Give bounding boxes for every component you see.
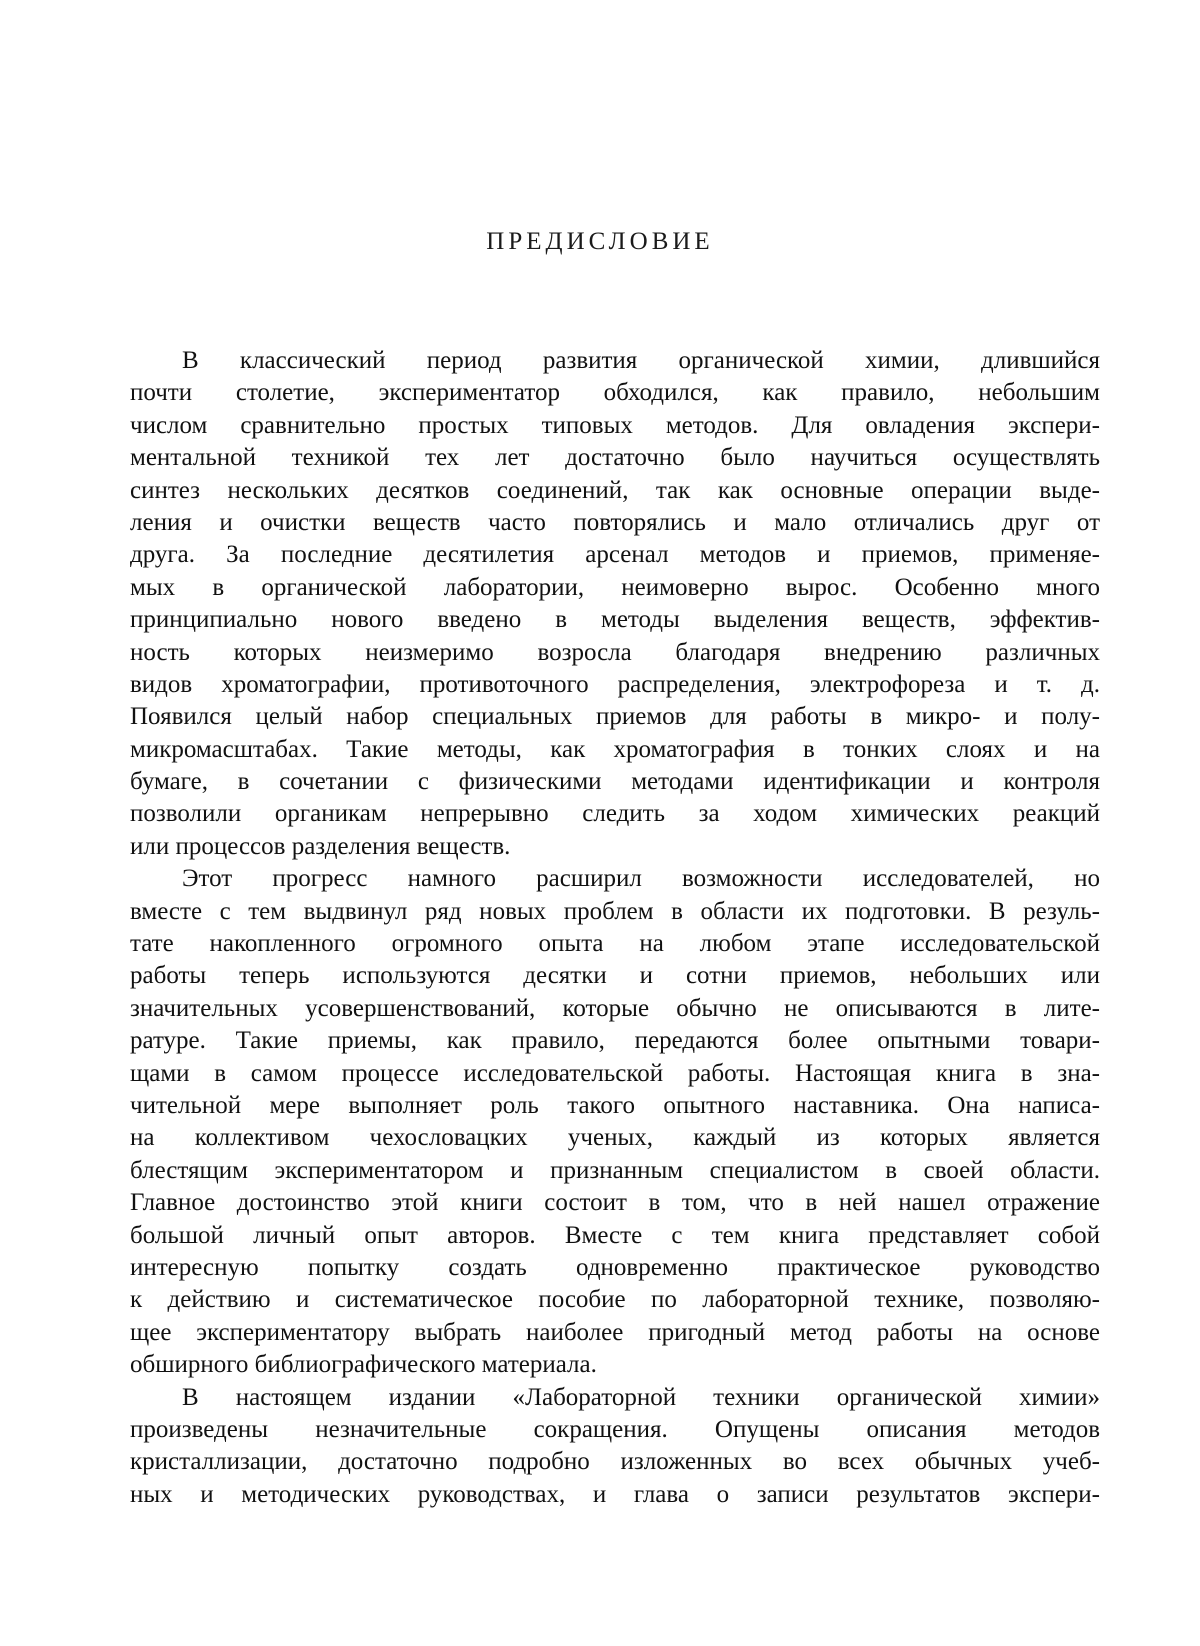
text-line: позволили органикам непрерывно следить за ходом химических реакций <box>130 800 1100 828</box>
paragraph <box>130 345 1100 863</box>
text-line: микромасштабах. Такие методы, как хроматография в тонких слоях и на <box>130 735 1100 763</box>
text-line: ратуре. Такие приемы, как правило, передаются более опытными товари- <box>130 1027 1100 1055</box>
preface-body <box>130 345 1100 1511</box>
text-line: числом сравнительно простых типовых методов. Для овладения экспери- <box>130 411 1100 439</box>
text-line: В классический период развития органической химии, длившийся <box>182 347 1100 374</box>
page-title: ПРЕДИСЛОВИЕ <box>486 228 714 255</box>
text-line: или процессов разделения веществ. <box>130 832 511 860</box>
text-line: произведены незначительные сокращения. Опущены описания методов <box>130 1415 1100 1443</box>
text-line: интересную попытку создать одновременно практическое руководство <box>130 1253 1100 1281</box>
text-line: видов хроматографии, противоточного распределения, электрофореза и т. д. <box>130 670 1100 698</box>
text-line: синтез нескольких десятков соединений, так как основные операции выде- <box>130 476 1100 504</box>
text-line: чительной мере выполняет роль такого опытного наставника. Она написа- <box>130 1091 1100 1119</box>
text-line: щами в самом процессе исследовательской работы. Настоящая книга в зна- <box>130 1059 1100 1087</box>
text-line: щее экспериментатору выбрать наиболее пригодный метод работы на основе <box>130 1318 1100 1346</box>
text-line: почти столетие, экспериментатор обходился, как правило, небольшим <box>130 379 1100 407</box>
paragraph <box>130 863 1100 1381</box>
text-line: вместе с тем выдвинул ряд новых проблем в области их подготовки. В резуль- <box>130 897 1100 925</box>
text-line: блестящим экспериментатором и признанным специалистом в своей области. <box>130 1156 1100 1184</box>
text-line: Появился целый набор специальных приемов для работы в микро- и полу- <box>130 703 1100 731</box>
text-line: ления и очистки веществ часто повторялись и мало отличались друг от <box>130 508 1100 536</box>
text-line: Этот прогресс намного расширил возможности исследователей, но <box>182 865 1100 893</box>
text-line: Главное достоинство этой книги состоит в том, что в ней нашел отражение <box>130 1189 1100 1217</box>
text-line: ментальной техникой тех лет достаточно было научиться осуществлять <box>130 444 1100 472</box>
text-line: к действию и систематическое пособие по лабораторной технике, позволяю- <box>130 1286 1100 1314</box>
text-line: ность которых неизмеримо возросла благодаря внедрению различных <box>130 638 1100 666</box>
text-line: большой личный опыт авторов. Вместе с тем книга представляет собой <box>130 1221 1100 1249</box>
text-line: ных и методических руководствах, и глава о записи результатов экспери- <box>130 1480 1100 1508</box>
text-line: обширного библиографического материала. <box>130 1351 597 1379</box>
text-line: на коллективом чехословацких ученых, каждый из которых является <box>130 1124 1100 1152</box>
paragraph <box>130 1382 1100 1512</box>
text-line: бумаге, в сочетании с физическими методами идентификации и контроля <box>130 768 1100 796</box>
text-line: В настоящем издании «Лабораторной техники органической химии» <box>182 1383 1100 1411</box>
text-line: мых в органической лаборатории, неимоверно вырос. Особенно много <box>130 573 1100 601</box>
text-line: кристаллизации, достаточно подробно изложенных во всех обычных учеб- <box>130 1448 1100 1476</box>
text-line: работы теперь используются десятки и сотни приемов, небольших или <box>130 962 1100 990</box>
text-line: тате накопленного огромного опыта на любом этапе исследовательской <box>130 930 1100 958</box>
text-line: значительных усовершенствований, которые обычно не описываются в лите- <box>130 994 1100 1022</box>
text-line: принципиально нового введено в методы выделения веществ, эффектив- <box>130 606 1100 634</box>
text-line: друга. За последние десятилетия арсенал методов и приемов, применяе- <box>130 541 1100 569</box>
